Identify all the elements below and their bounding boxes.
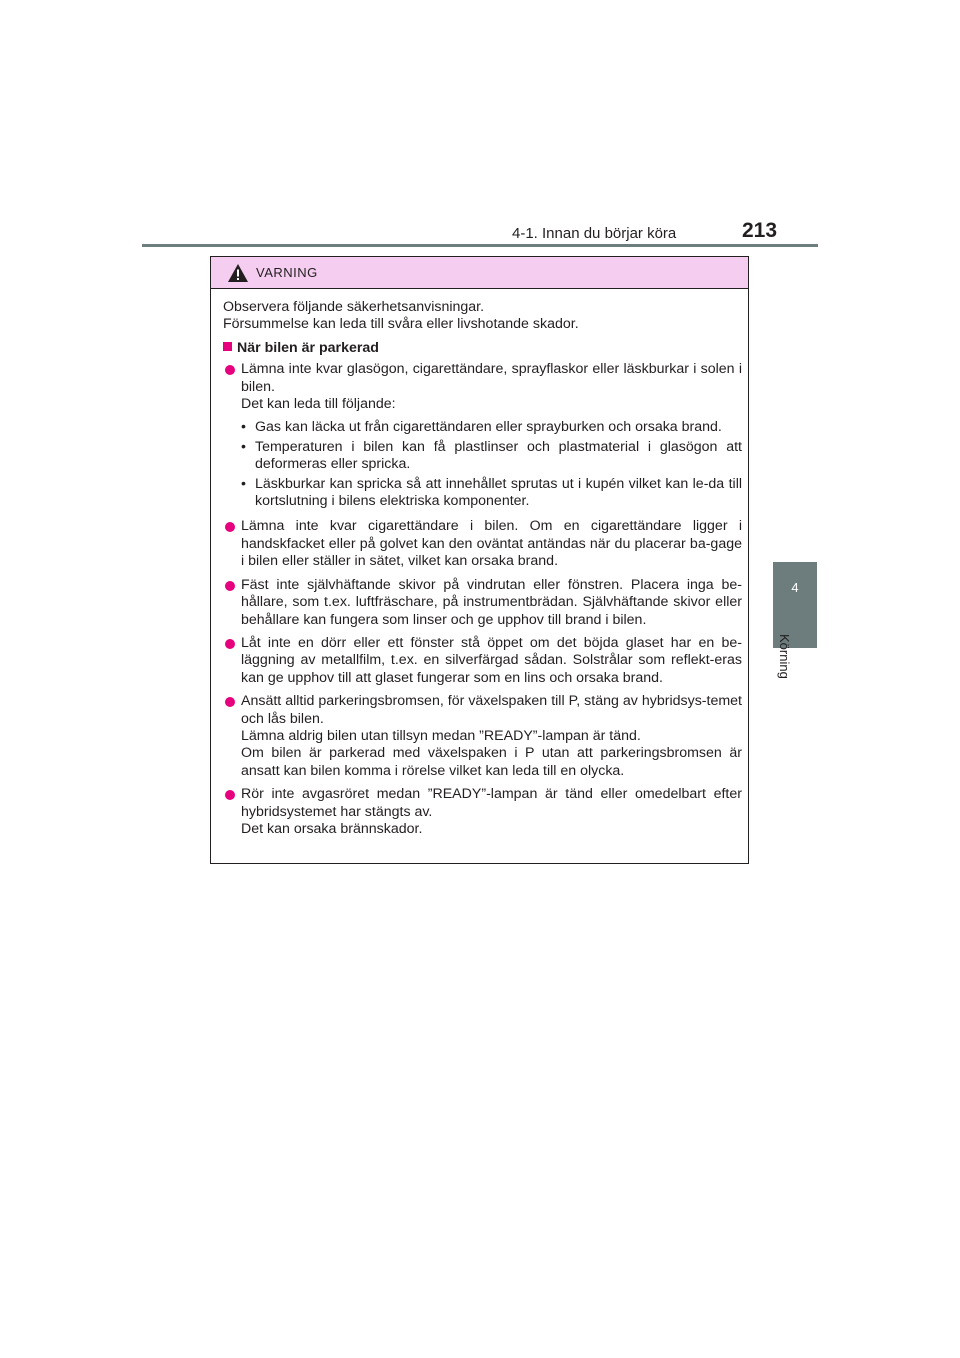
page-number: 213 [742, 219, 778, 242]
warning-body [211, 289, 748, 838]
sub-list-item: • Temperaturen i bilen kan få plastlinser och plastmaterial i glasögon att deformeras eller spricka. [241, 438, 742, 473]
section-title: 4-1. Innan du börjar köra [512, 225, 677, 242]
sub-list [241, 419, 742, 510]
item-text: Rör inte avgasröret medan ”READY”-lampan är tänd eller omedelbart efter hybridsystemet har stängts av. [241, 786, 742, 820]
dot-marker: • [241, 438, 246, 455]
list-item [223, 635, 742, 687]
circle-bullet-icon [225, 365, 235, 375]
circle-bullet-icon [225, 522, 235, 532]
subheading [223, 340, 742, 357]
item-text: Ansätt alltid parkeringsbromsen, för växelspaken till P, stäng av hybridsys-temet och lås bilen. [241, 693, 742, 727]
square-bullet-icon [223, 342, 232, 351]
item-text: Låt inte en dörr eller ett fönster stå öppet om det böjda glaset har en be-läggning av metallfilm, t.ex. en silverfärgad sådan. Solstrålar som reflekt-eras kan ge upphov till att glaset fungerar som en lins och orsaka brand. [241, 634, 742, 686]
circle-bullet-icon [225, 790, 235, 800]
warning-box [210, 256, 749, 864]
intro-line-1: Observera följande säkerhetsanvisningar. [223, 299, 485, 315]
item-text: Lämna inte kvar cigarettändare i bilen. Om en cigarettändare ligger i handskfacket eller på golvet kan den oväntat antändas när du placerar ba-gage i bilen eller ställer in sätet, vilket kan orsaka brand. [241, 518, 742, 570]
item-text: Det kan orsaka brännskador. [241, 820, 423, 837]
page-header [0, 0, 960, 250]
circle-bullet-icon [225, 581, 235, 591]
item-text: Lämna aldrig bilen utan tillsyn medan ”READY”-lampan är tänd. [241, 727, 641, 744]
item-text: Det kan leda till följande: [241, 396, 396, 413]
intro-line-2: Försummelse kan leda till svåra eller livshotande skador. [223, 316, 579, 333]
list-item [223, 518, 742, 570]
list-item [223, 786, 742, 838]
list-item [223, 693, 742, 780]
chapter-number: 4 [791, 580, 799, 595]
dot-marker: • [241, 475, 246, 492]
dot-marker: • [241, 419, 246, 436]
sub-list-item: • Läskburkar kan spricka så att innehållet sprutas ut i kupén vilket kan le-da till kortslutning i bilens elektriska komponenter. [241, 475, 742, 510]
item-text: Lämna inte kvar glasögon, cigarettändare, sprayflaskor eller läskburkar i solen i bilen. [241, 361, 742, 395]
warning-triangle-icon [227, 263, 249, 283]
header-divider [142, 244, 818, 247]
warning-intro [223, 299, 742, 334]
warning-header [211, 257, 748, 289]
item-text: Fäst inte självhäftande skivor på vindrutan eller fönstren. Placera inga be-hållare, som t.ex. luftfräschare, på instrumentbrädan. Självhäftande skivor eller behållare kan fungera som linser och ge upphov till brand i bilen. [241, 576, 742, 628]
chapter-label [777, 634, 810, 684]
list-item [223, 361, 742, 512]
chapter-label-text: Körning [777, 634, 792, 679]
warning-title: VARNING [256, 265, 318, 280]
list-item [223, 577, 742, 629]
item-text: Om bilen är parkerad med växelspaken i P utan att parkeringsbromsen är ansatt kan bilen komma i rörelse vilket kan leda till en olycka. [241, 745, 742, 779]
sub-list-item: • Gas kan läcka ut från cigarettändaren eller sprayburken och orsaka brand. [241, 419, 722, 436]
circle-bullet-icon [225, 697, 235, 707]
circle-bullet-icon [225, 639, 235, 649]
subheading-text: När bilen är parkerad [237, 339, 379, 356]
